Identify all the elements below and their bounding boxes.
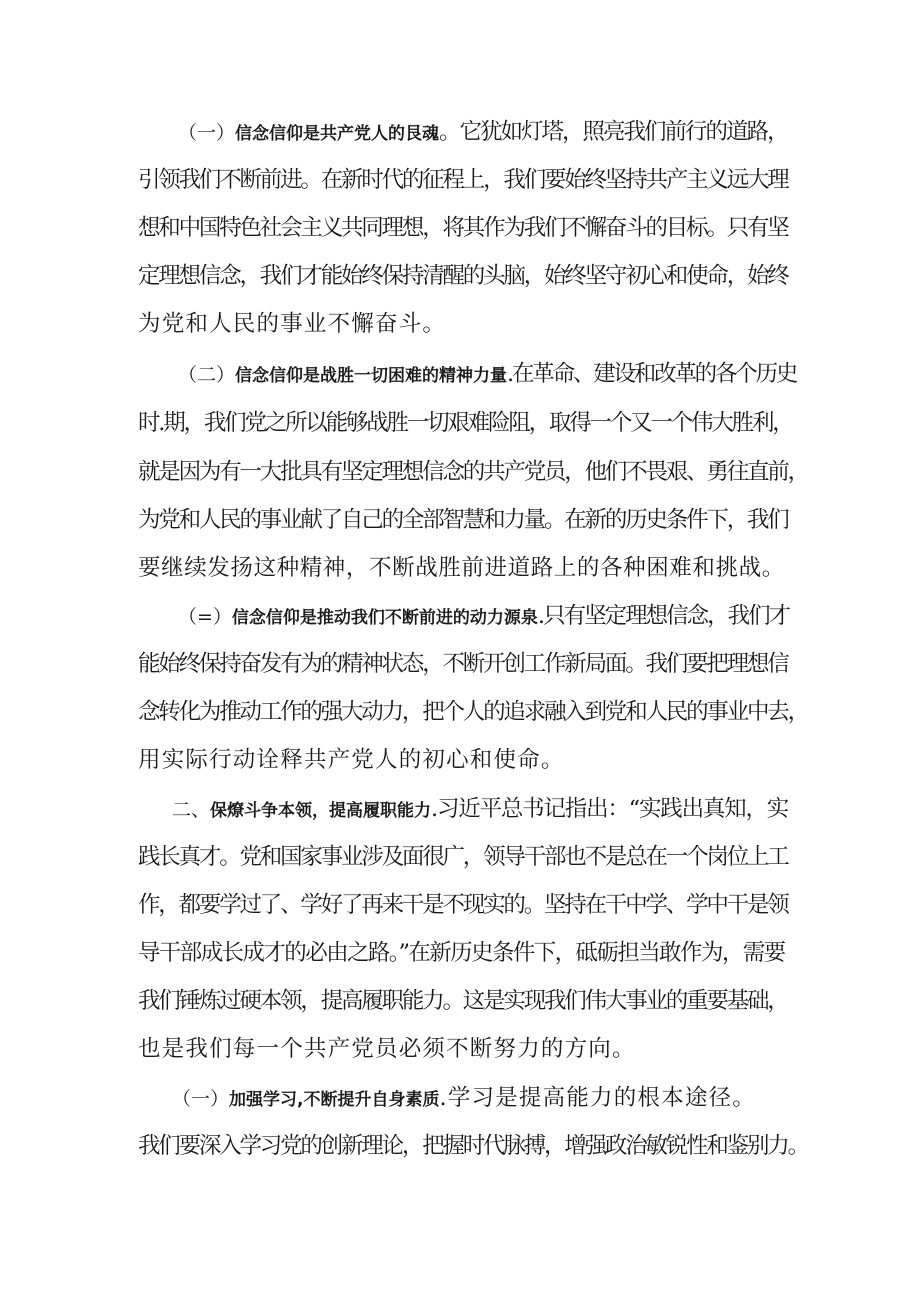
paragraph-1-line-2: 引领我们不断前进。在新时代的征程上，我们要始终坚持共产主义远大理 (138, 167, 788, 193)
section-label: （一） (178, 122, 236, 144)
paragraph-4-line-3: 作，都要学过了、学好了再来干是不现实的。坚持在干中学、学中干是领 (138, 892, 788, 918)
paragraph-1-line-3: 想和中国特色社会主义共同理想，将其作为我们不懈奋斗的目标。只有坚 (138, 215, 788, 241)
paragraph-2-line-2: 时.期，我们党之所以能够战胜一切艰难险阻，取得一个又一个伟大胜利， (138, 410, 793, 436)
paragraph-3-line-4: 用实际行动诠释共产党人的初心和使命。 (138, 747, 565, 773)
paragraph-3-line-1 (178, 601, 789, 633)
paragraph-2-line-5: 要继续发扬这种精神，不断战胜前进道路上的各种困难和挑战。 (138, 555, 785, 581)
paragraph-4-line-1 (172, 794, 788, 826)
section-heading: 信念信仰是战胜一切困难的精神力量 (235, 366, 508, 386)
paragraph-2-line-3: 就是因为有一大批具有坚定理想信念的共产党员，他们不畏艰、勇往直前， (138, 459, 808, 485)
paragraph-5-line-1 (172, 1083, 756, 1115)
section-heading: 保燎斗争本领，提高履职能力 (210, 801, 432, 821)
section-label: （一） (172, 1088, 230, 1110)
section-heading: 信念信仰是共产党人的艮魂 (235, 124, 440, 144)
section-heading: 加强学习,不断提升自身素质 (229, 1090, 440, 1110)
paragraph-4-line-6: 也是我们每一个共产党员必须不断努力的方向。 (138, 1036, 636, 1062)
paragraph-3-line-2: 能始终保持奋发有为的精神状态，不断开创工作新局面。我们要把理想信 (138, 651, 788, 677)
paragraph-4-line-5: 我们锤炼过硬本领，提高履职能力。这是实现我们伟大事业的重要基础， (138, 988, 788, 1014)
paragraph-4-line-2: 践长真才。党和国家事业涉及面很广，领导干部也不是总在一个岗位上工 (138, 844, 788, 870)
paragraph-1-line-5: 为党和人民的事业不懈奋斗。 (138, 311, 447, 337)
body-text: 。它犹如灯塔，照亮我们前行的道路， (439, 119, 788, 145)
body-text: .习近平总书记指出：“实践出真知，实 (431, 796, 789, 822)
section-label: （=） (178, 606, 232, 628)
paragraph-2-line-1 (178, 359, 796, 391)
paragraph-2-line-4: 为党和人民的事业献了自己的全部智慧和力量。在新的历史条件下，我们 (138, 507, 788, 533)
paragraph-1-line-4: 定理想信念，我们才能始终保持清醒的头脑，始终坚守初心和使命，始终 (138, 263, 788, 289)
paragraph-3-line-3: 念转化为推动工作的强大动力，把个人的追求融入到党和人民的事业中去， (138, 699, 808, 725)
body-text: .学习是提高能力的根本途径。 (439, 1085, 756, 1111)
body-text: .只有坚定理想信念，我们才 (537, 603, 790, 629)
paragraph-1-line-1 (178, 117, 788, 149)
section-label: 二、 (172, 799, 211, 821)
body-text: .在革命、建设和改革的各个历史 (507, 361, 797, 387)
paragraph-4-line-4: 导干部成长成才的必由之路。”在新历史条件下，砥砺担当敢作为，需要 (138, 940, 785, 966)
section-label: （二） (178, 364, 236, 386)
section-heading: 信念信仰是推动我们不断前进的动力源泉 (231, 608, 538, 628)
paragraph-5-line-2: 我们要深入学习党的创新理论，把握时代脉搏，增强政治敏锐性和鉴别力。 (138, 1133, 808, 1159)
